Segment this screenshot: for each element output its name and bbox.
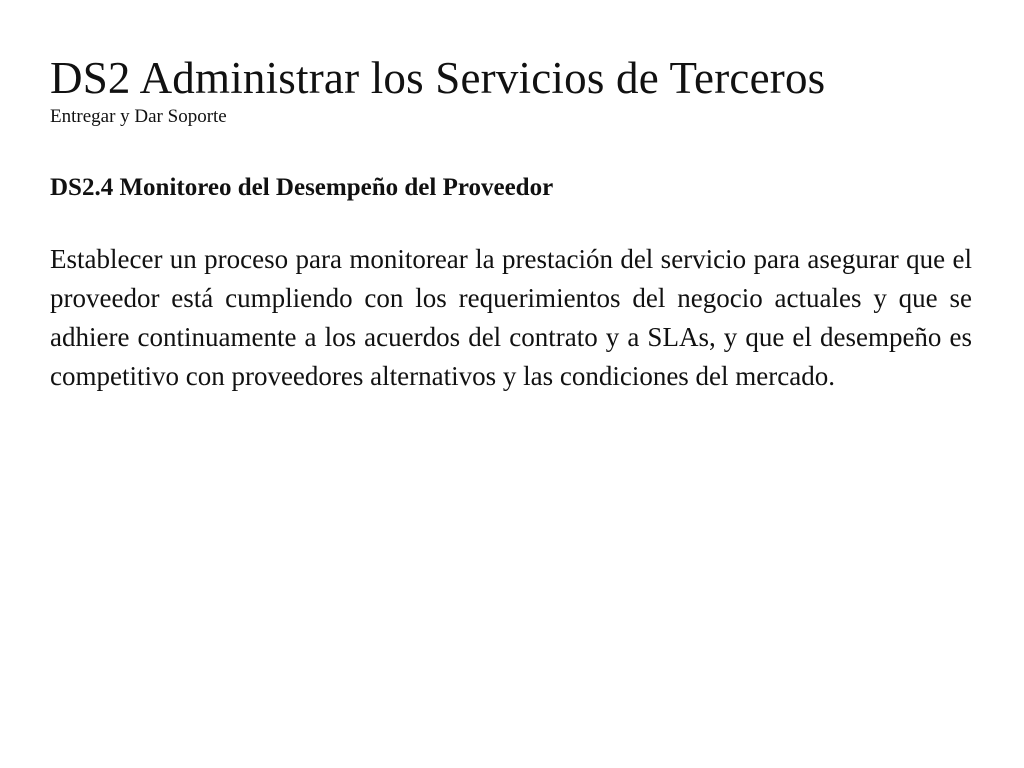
body-paragraph: Establecer un proceso para monitorear la prestación del servicio para asegurar que el proveedor está cumpliendo con los requerimientos del negocio actuales y que se adhiere continuamente a los acuerdos del contrato y a SLAs, y que el desempeño es competitivo con proveedores alternativos y las condiciones del mercado. [50, 244, 972, 391]
slide-subtitle: Entregar y Dar Soporte [50, 106, 227, 127]
slide-content [50, 52, 972, 396]
slide-title: DS2 Administrar los Servicios de Terceros [50, 53, 826, 103]
section-heading: DS2.4 Monitoreo del Desempeño del Proveedor [50, 174, 554, 201]
